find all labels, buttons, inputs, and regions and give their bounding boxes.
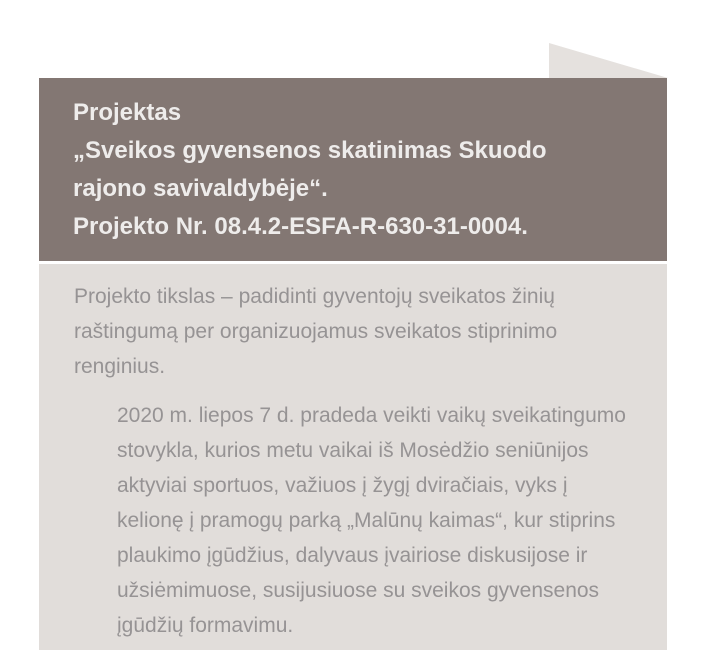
project-title-line: Projektas xyxy=(73,99,182,126)
text-line: raštingumą per organizuojamus sveikatos stiprinimo xyxy=(74,320,558,343)
text-line: plaukimo įgūdžius, dalyvaus įvairiose diskusijose ir xyxy=(117,544,588,567)
project-goal-paragraph xyxy=(74,279,647,384)
text-line: renginius. xyxy=(74,355,166,378)
project-title-line: „Sveikos gyvensenos skatinimas Skuodo xyxy=(73,137,547,164)
text-line: 2020 m. liepos 7 d. pradeda veikti vaikų sveikatingumo xyxy=(117,404,626,427)
project-title-block xyxy=(39,78,667,261)
text-line: aktyviai sportuos, važiuos į žygį dviračiais, vyks į xyxy=(117,474,568,497)
folded-corner-decoration xyxy=(549,43,668,78)
text-line: kelionę į pramogų parką „Malūnų kaimas“, kur stiprins xyxy=(117,509,616,532)
project-number-line: Projekto Nr. 08.4.2-ESFA-R-630-31-0004. xyxy=(73,213,528,240)
project-title-line: rajono savivaldybėje“. xyxy=(73,175,328,202)
project-description-block xyxy=(39,264,667,650)
camp-description-paragraph xyxy=(117,398,647,643)
text-line: stovykla, kurios metu vaikai iš Mosėdžio seniūnijos xyxy=(117,439,589,462)
text-line: užsiėmimuose, susijusiuose su sveikos gyvensenos xyxy=(117,579,600,602)
text-line: Projekto tikslas – padidinti gyventojų sveikatos žinių xyxy=(74,285,555,308)
text-line: įgūdžių formavimu. xyxy=(117,614,294,637)
